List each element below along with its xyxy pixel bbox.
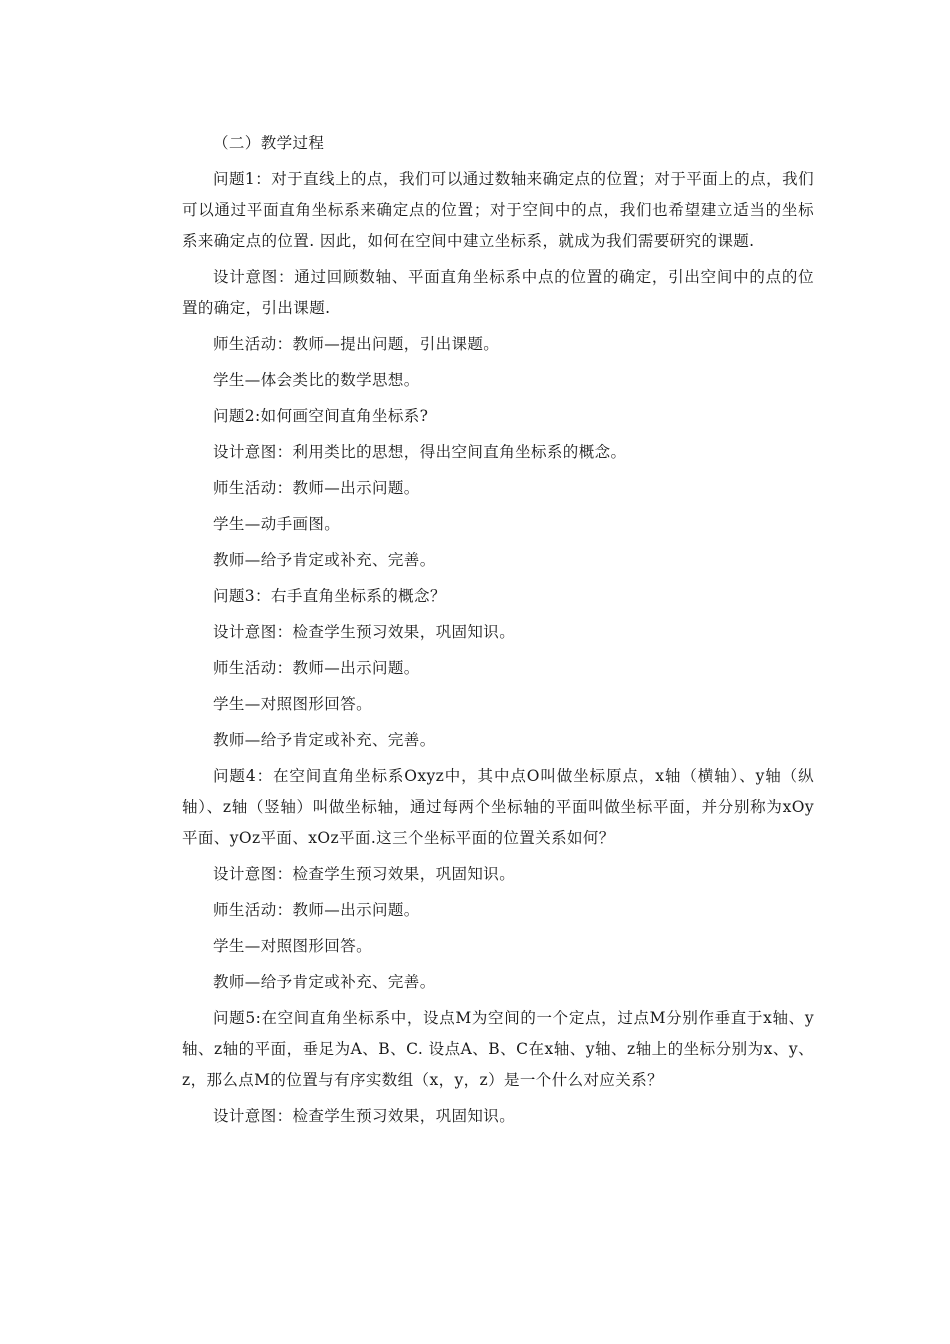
student-paragraph: 学生—对照图形回答。 (213, 695, 373, 713)
design-intent-paragraph: 设计意图：检查学生预习效果，巩固知识。 (213, 623, 516, 641)
student-paragraph: 学生—动手画图。 (213, 515, 341, 533)
activity-paragraph: 师生活动：教师—出示问题。 (213, 659, 420, 677)
question-2-paragraph: 问题2:如何画空间直角坐标系? (213, 407, 429, 425)
question-3-paragraph: 问题3：右手直角坐标系的概念？ (213, 587, 446, 605)
student-paragraph: 学生—对照图形回答。 (213, 937, 373, 955)
student-paragraph: 学生—体会类比的数学思想。 (213, 371, 420, 389)
teacher-paragraph: 教师—给予肯定或补充、完善。 (213, 731, 436, 749)
activity-paragraph: 师生活动：教师—出示问题。 (213, 479, 420, 497)
design-intent-paragraph: 设计意图：检查学生预习效果，巩固知识。 (213, 1107, 516, 1125)
question-4-paragraph: 问题4：在空间直角坐标系Oxyz中，其中点O叫做坐标原点，x轴（横轴）、y轴（纵轴）、z轴（竖轴）叫做坐标轴，通过每两个坐标轴的平面叫做坐标平面，并分别称为xOy平面、yOz平面、xOz平面.这三个坐标平面的位置关系如何？ (182, 767, 814, 847)
design-intent-paragraph: 设计意图：检查学生预习效果，巩固知识。 (213, 865, 516, 883)
question-1-paragraph: 问题1：对于直线上的点，我们可以通过数轴来确定点的位置；对于平面上的点，我们可以通过平面直角坐标系来确定点的位置；对于空间中的点，我们也希望建立适当的坐标系来确定点的位置. 因此，如何在空间中建立坐标系，就成为我们需要研究的课题. (182, 170, 814, 250)
teacher-paragraph: 教师—给予肯定或补充、完善。 (213, 973, 436, 991)
design-intent-paragraph: 设计意图：通过回顾数轴、平面直角坐标系中点的位置的确定，引出空间中的点的位置的确定，引出课题. (182, 268, 814, 317)
activity-paragraph: 师生活动：教师—出示问题。 (213, 901, 420, 919)
document-body (182, 128, 814, 1137)
teacher-paragraph: 教师—给予肯定或补充、完善。 (213, 551, 436, 569)
section-heading: （二）教学过程 (213, 134, 325, 152)
design-intent-paragraph: 设计意图：利用类比的思想，得出空间直角坐标系的概念。 (213, 443, 627, 461)
question-5-paragraph: 问题5:在空间直角坐标系中，设点M为空间的一个定点，过点M分别作垂直于x轴、y轴、z轴的平面，垂足为A、B、C. 设点A、B、C在x轴、y轴、z轴上的坐标分别为x、y、z，那么点M的位置与有序实数组（x，y，z）是一个什么对应关系？ (182, 1009, 814, 1089)
activity-paragraph: 师生活动：教师—提出问题，引出课题。 (213, 335, 500, 353)
